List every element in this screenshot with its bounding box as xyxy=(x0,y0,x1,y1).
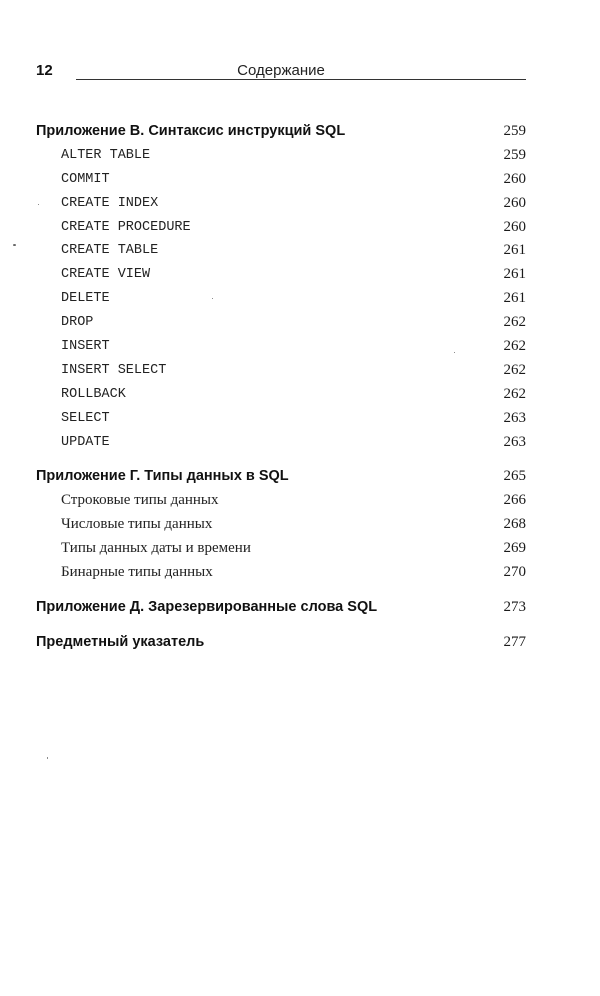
toc-entry xyxy=(36,192,526,216)
toc-entry xyxy=(36,561,526,585)
section-page-number: 277 xyxy=(503,633,526,650)
entry-title: CREATE VIEW xyxy=(61,267,151,283)
entry-page-number: 262 xyxy=(503,314,526,331)
entry-page-number: 269 xyxy=(503,540,526,557)
scan-speck xyxy=(47,757,48,759)
scan-speck xyxy=(38,204,39,205)
section-title: Приложение В. Синтаксис инструкций SQL xyxy=(36,123,346,139)
scan-speck xyxy=(13,244,16,246)
toc-section xyxy=(36,465,526,584)
toc-entry xyxy=(36,311,526,335)
entry-title: INSERT SELECT xyxy=(61,362,167,378)
toc-entry xyxy=(36,287,526,311)
toc-section xyxy=(36,596,526,620)
entry-title: ROLLBACK xyxy=(61,386,126,402)
toc-section-heading xyxy=(36,596,526,620)
section-title: Приложение Г. Типы данных в SQL xyxy=(36,468,289,485)
entry-title: DROP xyxy=(61,315,94,331)
toc-entry xyxy=(36,144,526,168)
entry-title: CREATE PROCEDURE xyxy=(61,219,191,235)
section-title: Предметный указатель xyxy=(36,633,205,650)
section-title: Приложение Д. Зарезервированные слова SQL xyxy=(36,598,378,615)
toc-section-heading xyxy=(36,120,526,144)
entry-page-number: 263 xyxy=(503,433,526,450)
entry-page-number: 268 xyxy=(503,516,526,533)
table-of-contents xyxy=(36,120,526,666)
toc-entry xyxy=(36,239,526,263)
entry-page-number: 259 xyxy=(503,146,526,163)
scan-speck xyxy=(212,298,213,299)
header-title: Содержание xyxy=(237,62,325,79)
toc-entry xyxy=(36,383,526,407)
toc-entry xyxy=(36,431,526,455)
toc-section-heading xyxy=(36,465,526,489)
toc-entry xyxy=(36,168,526,192)
entry-page-number: 261 xyxy=(503,266,526,283)
entry-title: ALTER TABLE xyxy=(61,147,151,163)
toc-section xyxy=(36,631,526,655)
scan-speck xyxy=(454,352,455,353)
toc-entry xyxy=(36,263,526,287)
toc-section-heading xyxy=(36,631,526,655)
toc-entry xyxy=(36,359,526,383)
section-page-number: 273 xyxy=(503,598,526,615)
entry-page-number: 262 xyxy=(503,361,526,378)
entry-title: SELECT xyxy=(61,410,110,426)
entry-page-number: 260 xyxy=(503,218,526,235)
entry-page-number: 262 xyxy=(503,385,526,402)
entry-page-number: 270 xyxy=(503,564,526,581)
toc-entry xyxy=(36,407,526,431)
toc-entry xyxy=(36,216,526,240)
entry-title: Числовые типы данных xyxy=(61,516,213,533)
entry-title: CREATE INDEX xyxy=(61,195,159,211)
entry-title: CREATE TABLE xyxy=(61,243,159,259)
entry-page-number: 261 xyxy=(503,290,526,307)
entry-page-number: 260 xyxy=(503,170,526,187)
entry-title: Типы данных даты и времени xyxy=(61,540,251,557)
toc-section xyxy=(36,120,526,454)
toc-entry xyxy=(36,335,526,359)
toc-entry xyxy=(36,513,526,537)
entry-page-number: 262 xyxy=(503,338,526,355)
entry-page-number: 266 xyxy=(503,492,526,509)
entry-page-number: 263 xyxy=(503,409,526,426)
section-page-number: 259 xyxy=(503,123,526,139)
running-header xyxy=(36,62,526,84)
entry-title: COMMIT xyxy=(61,171,110,187)
page-number: 12 xyxy=(36,62,53,79)
header-rule xyxy=(76,79,526,80)
toc-entry xyxy=(36,489,526,513)
section-page-number: 265 xyxy=(503,468,526,485)
entry-title: INSERT xyxy=(61,339,110,355)
entry-page-number: 260 xyxy=(503,194,526,211)
entry-title: DELETE xyxy=(61,291,110,307)
entry-title: UPDATE xyxy=(61,434,110,450)
toc-entry xyxy=(36,537,526,561)
entry-page-number: 261 xyxy=(503,242,526,259)
entry-title: Строковые типы данных xyxy=(61,492,219,509)
entry-title: Бинарные типы данных xyxy=(61,564,213,581)
